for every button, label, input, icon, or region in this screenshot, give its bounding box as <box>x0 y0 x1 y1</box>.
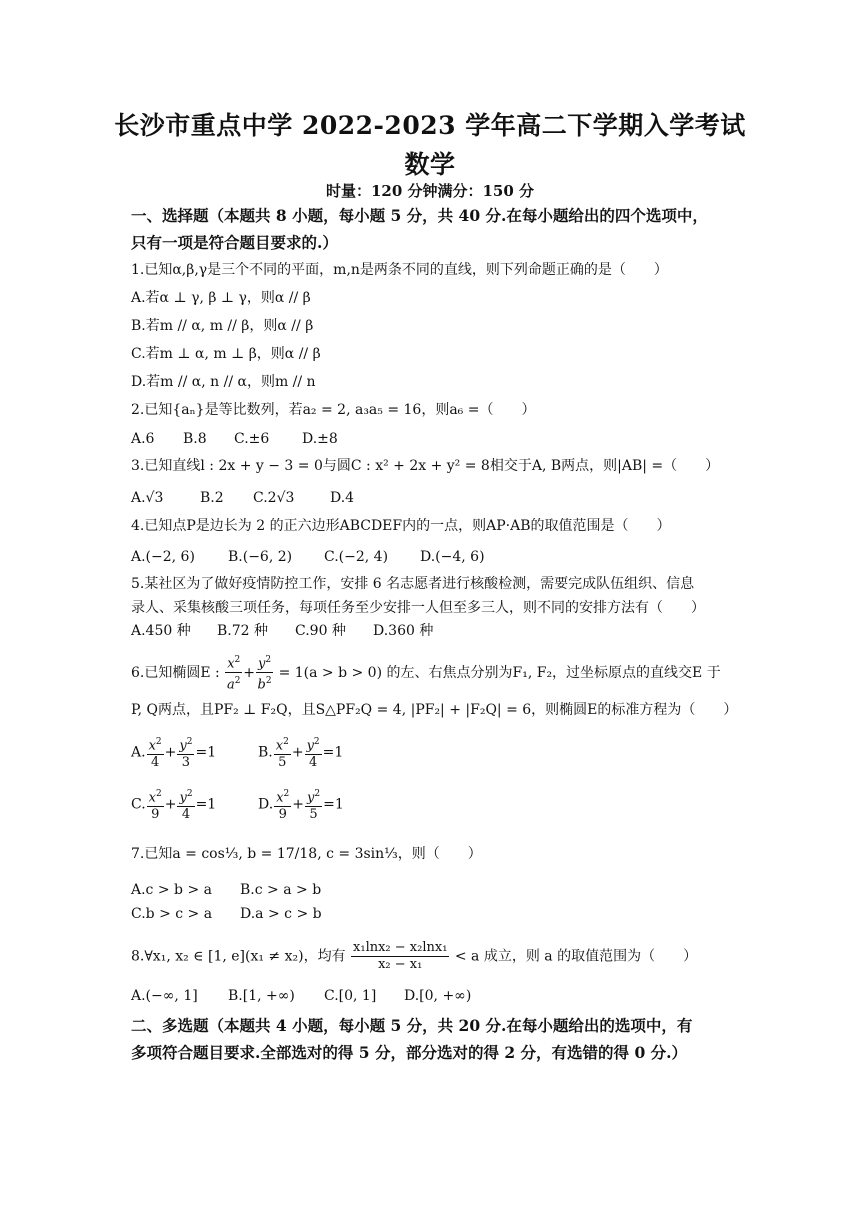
q7-option-b: B.c > a > b <box>240 882 322 898</box>
q3-option-a: A.√3 <box>131 490 164 506</box>
q6-stem-prefix: 6.已知椭圆E : <box>131 664 220 681</box>
section1-heading-line2: 只有一项是符合题目要求的.） <box>131 233 338 252</box>
exam-meta: 时量：120 分钟满分：150 分 <box>325 182 535 200</box>
q4-option-b: B.(−6, 2) <box>228 549 293 565</box>
q8-option-a: A.(−∞, 1] <box>131 988 198 1004</box>
q6-option-d: D. $\frac{x^2}{9}$ + $\frac{y^2}{5}$ =1 <box>258 786 344 823</box>
q6-stem-line1: 6.已知椭圆E : $\frac{x^2}{a^2}$ + $\frac{y^2}{b^2}$ = 1(a > b > 0) 的左、右焦点分别为F₁, F₂，过坐标原点的直线交E 于 <box>131 652 741 694</box>
q4-option-d: D.(−4, 6) <box>420 549 485 565</box>
q4-option-a: A.(−2, 6) <box>131 549 195 565</box>
q7-stem: 7.已知a = cos⅓, b = 17/18, c = 3sin⅓，则（ ） <box>131 846 482 862</box>
q4-stem: 4.已知点P是边长为 2 的正六边形ABCDEF内的一点，则AP·AB的取值范围是（ ） <box>131 518 671 534</box>
q6-stem-line2: P, Q两点，且PF₂ ⊥ F₂Q，且S△PF₂Q = 4, |PF₂| + |F₂Q| = 6，则椭圆E的标准方程为（ ） <box>131 702 738 718</box>
q8-option-c: C.[0, 1] <box>324 988 377 1004</box>
section2-heading-line1: 二、多选题（本题共 4 小题，每小题 5 分，共 20 分.在每小题给出的选项中，有 <box>131 1016 693 1035</box>
q5-option-b: B.72 种 <box>217 623 269 639</box>
exam-title: 长沙市重点中学 2022-2023 学年高二下学期入学考试 <box>114 111 746 140</box>
q5-option-c: C.90 种 <box>295 623 346 639</box>
q4-option-c: C.(−2, 4) <box>324 549 389 565</box>
section2-heading-line2: 多项符合题目要求.全部选对的得 5 分，部分选对的得 2 分，有选错的得 0 分.） <box>131 1043 688 1062</box>
q2-option-a: A.6 <box>131 431 155 447</box>
q6-frac-y: $\frac{y^2}{b^2}$ <box>256 652 273 694</box>
q6-frac-x: $\frac{x^2}{a^2}$ <box>225 652 242 694</box>
q6-option-a: A. $\frac{x^2}{4}$ + $\frac{y^2}{3}$ =1 <box>131 734 216 771</box>
q8-stem-suffix: < a 成立，则 a 的取值范围为（ ） <box>454 948 698 965</box>
q7-option-a: A.c > b > a <box>131 882 212 898</box>
q1-option-d: D.若m // α, n // α，则m // n <box>131 374 316 390</box>
q6-stem-suffix: = 1(a > b > 0) 的左、右焦点分别为F₁, F₂，过坐标原点的直线交E 于 <box>278 664 721 681</box>
q2-stem: 2.已知{aₙ}是等比数列，若a₂ = 2, a₃a₅ = 16，则a₆ =（ ） <box>131 402 536 418</box>
section2-heading <box>131 1012 751 1066</box>
section1-heading <box>131 202 731 256</box>
q1-option-c: C.若m ⊥ α, m ⊥ β，则α // β <box>131 346 321 362</box>
q3-option-c: C.2√3 <box>253 490 295 506</box>
section1-heading-line1: 一、选择题（本题共 8 小题，每小题 5 分，共 40 分.在每小题给出的四个选项中， <box>131 206 708 225</box>
q7-option-c: C.b > c > a <box>131 906 213 922</box>
q3-stem: 3.已知直线l : 2x + y − 3 = 0与圆C : x² + 2x + y² = 8相交于A, B两点，则|AB| =（ ） <box>131 458 720 474</box>
q6-option-c: C. $\frac{x^2}{9}$ + $\frac{y^2}{4}$ =1 <box>131 786 216 823</box>
q2-option-d: D.±8 <box>302 431 338 447</box>
q5-stem-line2: 录人、采集核酸三项任务，每项任务至少安排一人但至多三人，则不同的安排方法有（ ） <box>131 600 705 616</box>
q7-option-d: D.a > c > b <box>240 906 322 922</box>
q8-stem <box>131 940 741 973</box>
q3-option-b: B.2 <box>200 490 224 506</box>
q5-option-a: A.450 种 <box>131 623 191 639</box>
subject-title: 数学 <box>404 150 456 179</box>
q1-option-a: A.若α ⊥ γ, β ⊥ γ，则α // β <box>131 290 311 306</box>
q6-option-b: B. $\frac{x^2}{5}$ + $\frac{y^2}{4}$ =1 <box>258 734 343 771</box>
q8-stem-prefix: 8.∀x₁, x₂ ∈ [1, e](x₁ ≠ x₂)，均有 <box>131 948 346 965</box>
q8-option-d: D.[0, +∞) <box>404 988 472 1004</box>
q8-fraction: $\frac{\text{x₁lnx₂ − x₂lnx₁}}{\text{x₂ − x₁}}$ <box>353 940 448 972</box>
q1-option-b: B.若m // α, m // β，则α // β <box>131 318 314 334</box>
q2-option-c: C.±6 <box>234 431 270 447</box>
q8-option-b: B.[1, +∞) <box>228 988 295 1004</box>
q5-option-d: D.360 种 <box>373 623 434 639</box>
q1-stem: 1.已知α,β,γ是三个不同的平面，m,n是两条不同的直线，则下列命题正确的是（ ） <box>131 262 668 278</box>
q2-option-b: B.8 <box>183 431 207 447</box>
q3-option-d: D.4 <box>330 490 355 506</box>
q5-stem-line1: 5.某社区为了做好疫情防控工作，安排 6 名志愿者进行核酸检测，需要完成队伍组织、信息 <box>131 576 695 592</box>
